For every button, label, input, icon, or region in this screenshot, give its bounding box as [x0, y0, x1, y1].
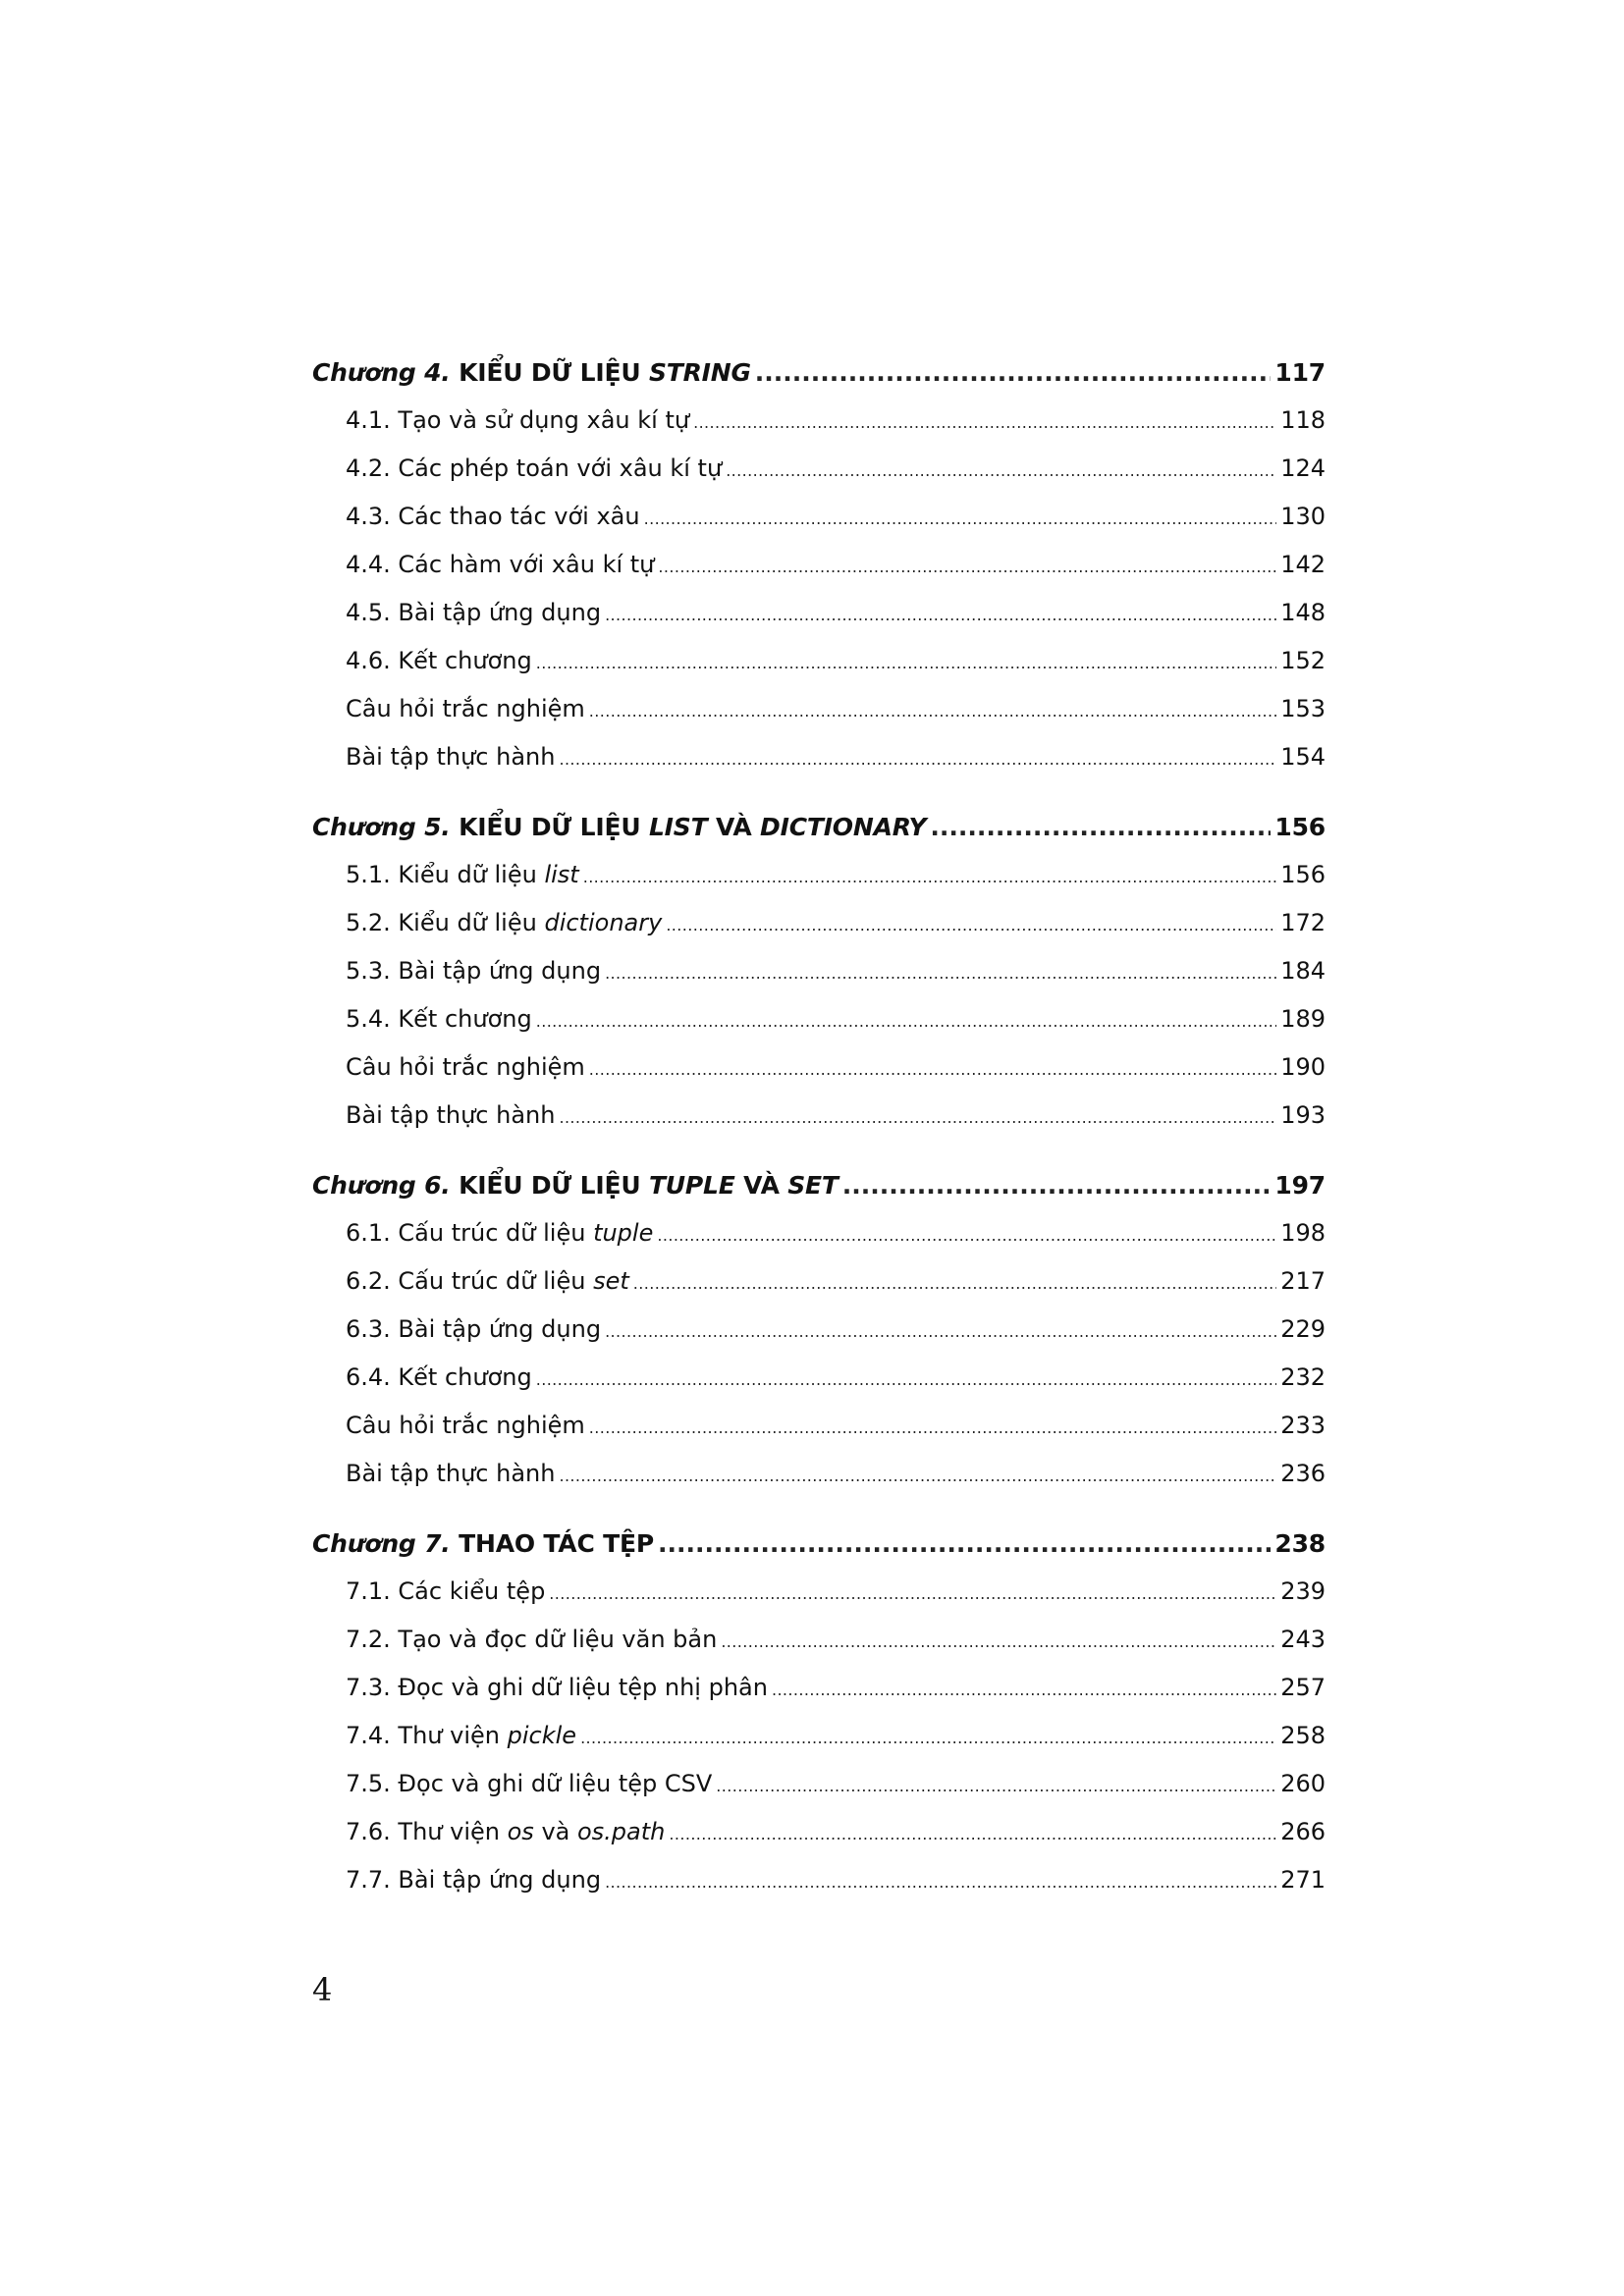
- dot-leader: [536, 1370, 1276, 1389]
- section-title-part: 4.5. Bài tập ứng dụng: [346, 599, 602, 626]
- section-page-number: 148: [1280, 599, 1326, 626]
- section-entry[interactable]: [312, 1267, 1326, 1315]
- dot-leader: [605, 1873, 1276, 1892]
- section-title-part: os.path: [576, 1818, 666, 1845]
- section-page-number: 236: [1280, 1460, 1326, 1487]
- section-title: [346, 861, 579, 888]
- section-title: [346, 1412, 585, 1439]
- section-entry[interactable]: [312, 599, 1326, 647]
- chapter-page-number: 238: [1274, 1529, 1326, 1558]
- section-title-part: Câu hỏi trắc nghiệm: [346, 695, 585, 722]
- section-title: [346, 1626, 717, 1653]
- chapter-title: [312, 813, 926, 841]
- dot-leader: [605, 964, 1276, 983]
- section-page-number: 193: [1280, 1101, 1326, 1129]
- section-entry[interactable]: [312, 1363, 1326, 1412]
- dot-leader: [842, 1171, 1272, 1200]
- section-title: [346, 1363, 532, 1391]
- chapter-page-number: 156: [1274, 813, 1326, 841]
- chapter-prefix: Chương 4.: [312, 358, 451, 387]
- dot-leader: [559, 750, 1276, 769]
- section-entry[interactable]: [312, 1674, 1326, 1722]
- section-title-part: Bài tập thực hành: [346, 1101, 556, 1129]
- section-title-part: Câu hỏi trắc nghiệm: [346, 1053, 585, 1081]
- dot-leader: [755, 358, 1272, 387]
- section-title-part: 5.2. Kiểu dữ liệu: [346, 909, 545, 936]
- section-title-part: tuple: [593, 1219, 654, 1247]
- section-title: [346, 1818, 665, 1845]
- section-entry[interactable]: [312, 1866, 1326, 1914]
- section-title: [346, 1577, 545, 1605]
- section-title: [346, 743, 555, 771]
- dot-leader: [716, 1777, 1276, 1795]
- toc-chapter: [312, 813, 1326, 1149]
- section-title: [346, 1674, 768, 1701]
- dot-leader: [693, 413, 1276, 432]
- section-page-number: 243: [1280, 1626, 1326, 1653]
- table-of-contents: [312, 358, 1326, 1936]
- section-entry[interactable]: [312, 1005, 1326, 1053]
- section-page-number: 233: [1280, 1412, 1326, 1439]
- section-title-part: 7.2. Tạo và đọc dữ liệu văn bản: [346, 1626, 718, 1653]
- section-entry[interactable]: [312, 909, 1326, 957]
- section-title-part: 5.3. Bài tập ứng dụng: [346, 957, 602, 985]
- section-entry[interactable]: [312, 551, 1326, 599]
- dot-leader: [666, 916, 1276, 934]
- dot-leader: [644, 509, 1277, 528]
- section-title-part: 7.4. Thư viện: [346, 1722, 508, 1749]
- dot-leader: [605, 1322, 1276, 1341]
- page-number: 4: [312, 1971, 333, 2008]
- section-page-number: 190: [1280, 1053, 1326, 1081]
- dot-leader: [536, 1012, 1276, 1031]
- section-entry[interactable]: [312, 406, 1326, 454]
- section-page-number: 142: [1280, 551, 1326, 578]
- section-entry[interactable]: [312, 1626, 1326, 1674]
- section-title-part: Câu hỏi trắc nghiệm: [346, 1412, 585, 1439]
- dot-leader: [589, 1418, 1276, 1437]
- toc-chapter: [312, 358, 1326, 791]
- dot-leader: [633, 1274, 1276, 1293]
- section-page-number: 184: [1280, 957, 1326, 985]
- section-title: [346, 406, 689, 434]
- chapter-title: [312, 1529, 654, 1558]
- section-title: [346, 1866, 601, 1894]
- section-page-number: 152: [1280, 647, 1326, 674]
- dot-leader: [580, 1729, 1276, 1747]
- dot-leader: [772, 1681, 1276, 1699]
- section-page-number: 172: [1280, 909, 1326, 936]
- chapter-title-part: KIỂU DỮ LIỆU: [450, 358, 649, 387]
- chapter-heading[interactable]: [312, 1529, 1326, 1577]
- section-entry[interactable]: [312, 1101, 1326, 1149]
- section-title: [346, 1005, 532, 1033]
- section-title-part: 6.2. Cấu trúc dữ liệu: [346, 1267, 594, 1295]
- dot-leader: [930, 813, 1271, 841]
- chapter-title-part: SET: [787, 1171, 839, 1200]
- section-entry[interactable]: [312, 1219, 1326, 1267]
- section-title-part: pickle: [507, 1722, 577, 1749]
- section-title: [346, 599, 601, 626]
- section-title: [346, 1101, 555, 1129]
- section-page-number: 154: [1280, 743, 1326, 771]
- dot-leader: [721, 1632, 1276, 1651]
- chapter-title: [312, 358, 751, 387]
- section-title-part: 4.2. Các phép toán với xâu kí tự: [346, 454, 723, 482]
- chapter-title-part: TUPLE: [648, 1171, 735, 1200]
- section-entry[interactable]: [312, 1818, 1326, 1866]
- dot-leader: [589, 1060, 1276, 1079]
- section-title: [346, 454, 722, 482]
- section-page-number: 232: [1280, 1363, 1326, 1391]
- section-title: [346, 1315, 601, 1343]
- section-title-part: 4.3. Các thao tác với xâu: [346, 503, 640, 530]
- section-title-part: Bài tập thực hành: [346, 1460, 556, 1487]
- dot-leader: [559, 1467, 1276, 1485]
- dot-leader: [657, 1226, 1276, 1245]
- section-title-part: 6.4. Kết chương: [346, 1363, 532, 1391]
- section-page-number: 239: [1280, 1577, 1326, 1605]
- section-entry[interactable]: [312, 1770, 1326, 1818]
- section-page-number: 257: [1280, 1674, 1326, 1701]
- section-title: [346, 909, 662, 936]
- section-page-number: 156: [1280, 861, 1326, 888]
- section-entry[interactable]: [312, 647, 1326, 695]
- chapter-heading[interactable]: [312, 358, 1326, 406]
- dot-leader: [583, 868, 1276, 886]
- section-title-part: Bài tập thực hành: [346, 743, 556, 771]
- section-page-number: 130: [1280, 503, 1326, 530]
- chapter-title-part: VÀ: [734, 1171, 788, 1200]
- chapter-title: [312, 1171, 839, 1200]
- section-title-part: 4.4. Các hàm với xâu kí tự: [346, 551, 655, 578]
- section-entry[interactable]: [312, 454, 1326, 503]
- chapter-title-part: THAO TÁC TỆP: [450, 1529, 654, 1558]
- section-title: [346, 503, 640, 530]
- section-entry[interactable]: [312, 1053, 1326, 1101]
- section-title: [346, 1460, 555, 1487]
- dot-leader: [559, 1108, 1276, 1127]
- section-page-number: 118: [1280, 406, 1326, 434]
- section-entry[interactable]: [312, 1722, 1326, 1770]
- section-title: [346, 957, 601, 985]
- toc-chapter: [312, 1171, 1326, 1508]
- section-page-number: 229: [1280, 1315, 1326, 1343]
- chapter-title-part: DICTIONARY: [760, 813, 927, 841]
- chapter-page-number: 117: [1274, 358, 1326, 387]
- section-page-number: 271: [1280, 1866, 1326, 1894]
- chapter-heading[interactable]: [312, 813, 1326, 861]
- section-title-part: os: [507, 1818, 534, 1845]
- section-title-part: 6.3. Bài tập ứng dụng: [346, 1315, 602, 1343]
- section-title-part: và: [533, 1818, 577, 1845]
- section-page-number: 124: [1280, 454, 1326, 482]
- section-entry[interactable]: [312, 1315, 1326, 1363]
- section-page-number: 198: [1280, 1219, 1326, 1247]
- section-title: [346, 1267, 629, 1295]
- chapter-title-part: KIỂU DỮ LIỆU: [450, 813, 649, 841]
- section-title-part: 5.1. Kiểu dữ liệu: [346, 861, 545, 888]
- section-title-part: 7.6. Thư viện: [346, 1818, 508, 1845]
- section-title-part: 4.6. Kết chương: [346, 647, 532, 674]
- section-title-part: 7.5. Đọc và ghi dữ liệu tệp CSV: [346, 1770, 713, 1797]
- section-entry[interactable]: [312, 1577, 1326, 1626]
- chapter-prefix: Chương 6.: [312, 1171, 451, 1200]
- section-title-part: 7.7. Bài tập ứng dụng: [346, 1866, 602, 1894]
- chapter-heading[interactable]: [312, 1171, 1326, 1219]
- chapter-title-part: STRING: [648, 358, 751, 387]
- dot-leader: [658, 1529, 1271, 1558]
- section-page-number: 217: [1280, 1267, 1326, 1295]
- section-title: [346, 551, 654, 578]
- section-title: [346, 647, 532, 674]
- dot-leader: [658, 558, 1276, 576]
- dot-leader: [605, 606, 1276, 624]
- section-title-part: 5.4. Kết chương: [346, 1005, 532, 1033]
- toc-chapter: [312, 1529, 1326, 1914]
- section-page-number: 258: [1280, 1722, 1326, 1749]
- section-title-part: 7.1. Các kiểu tệp: [346, 1577, 546, 1605]
- section-entry[interactable]: [312, 861, 1326, 909]
- section-title-part: 6.1. Cấu trúc dữ liệu: [346, 1219, 594, 1247]
- chapter-page-number: 197: [1274, 1171, 1326, 1200]
- section-title-part: list: [544, 861, 579, 888]
- section-title: [346, 695, 585, 722]
- section-entry[interactable]: [312, 743, 1326, 791]
- section-title-part: 7.3. Đọc và ghi dữ liệu tệp nhị phân: [346, 1674, 768, 1701]
- section-entry[interactable]: [312, 695, 1326, 743]
- dot-leader: [726, 461, 1276, 480]
- section-page-number: 189: [1280, 1005, 1326, 1033]
- section-title: [346, 1053, 585, 1081]
- section-entry[interactable]: [312, 1460, 1326, 1508]
- section-title: [346, 1770, 712, 1797]
- section-entry[interactable]: [312, 503, 1326, 551]
- section-entry[interactable]: [312, 1412, 1326, 1460]
- section-title: [346, 1722, 576, 1749]
- dot-leader: [589, 702, 1276, 721]
- dot-leader: [669, 1825, 1276, 1843]
- section-title-part: 4.1. Tạo và sử dụng xâu kí tự: [346, 406, 690, 434]
- dot-leader: [536, 654, 1276, 672]
- section-title-part: set: [593, 1267, 629, 1295]
- section-entry[interactable]: [312, 957, 1326, 1005]
- section-title: [346, 1219, 653, 1247]
- dot-leader: [549, 1584, 1276, 1603]
- section-title-part: dictionary: [544, 909, 663, 936]
- chapter-title-part: VÀ: [707, 813, 761, 841]
- section-page-number: 260: [1280, 1770, 1326, 1797]
- chapter-prefix: Chương 7.: [312, 1529, 451, 1558]
- chapter-prefix: Chương 5.: [312, 813, 451, 841]
- chapter-title-part: LIST: [648, 813, 708, 841]
- section-page-number: 266: [1280, 1818, 1326, 1845]
- chapter-title-part: KIỂU DỮ LIỆU: [450, 1171, 649, 1200]
- section-page-number: 153: [1280, 695, 1326, 722]
